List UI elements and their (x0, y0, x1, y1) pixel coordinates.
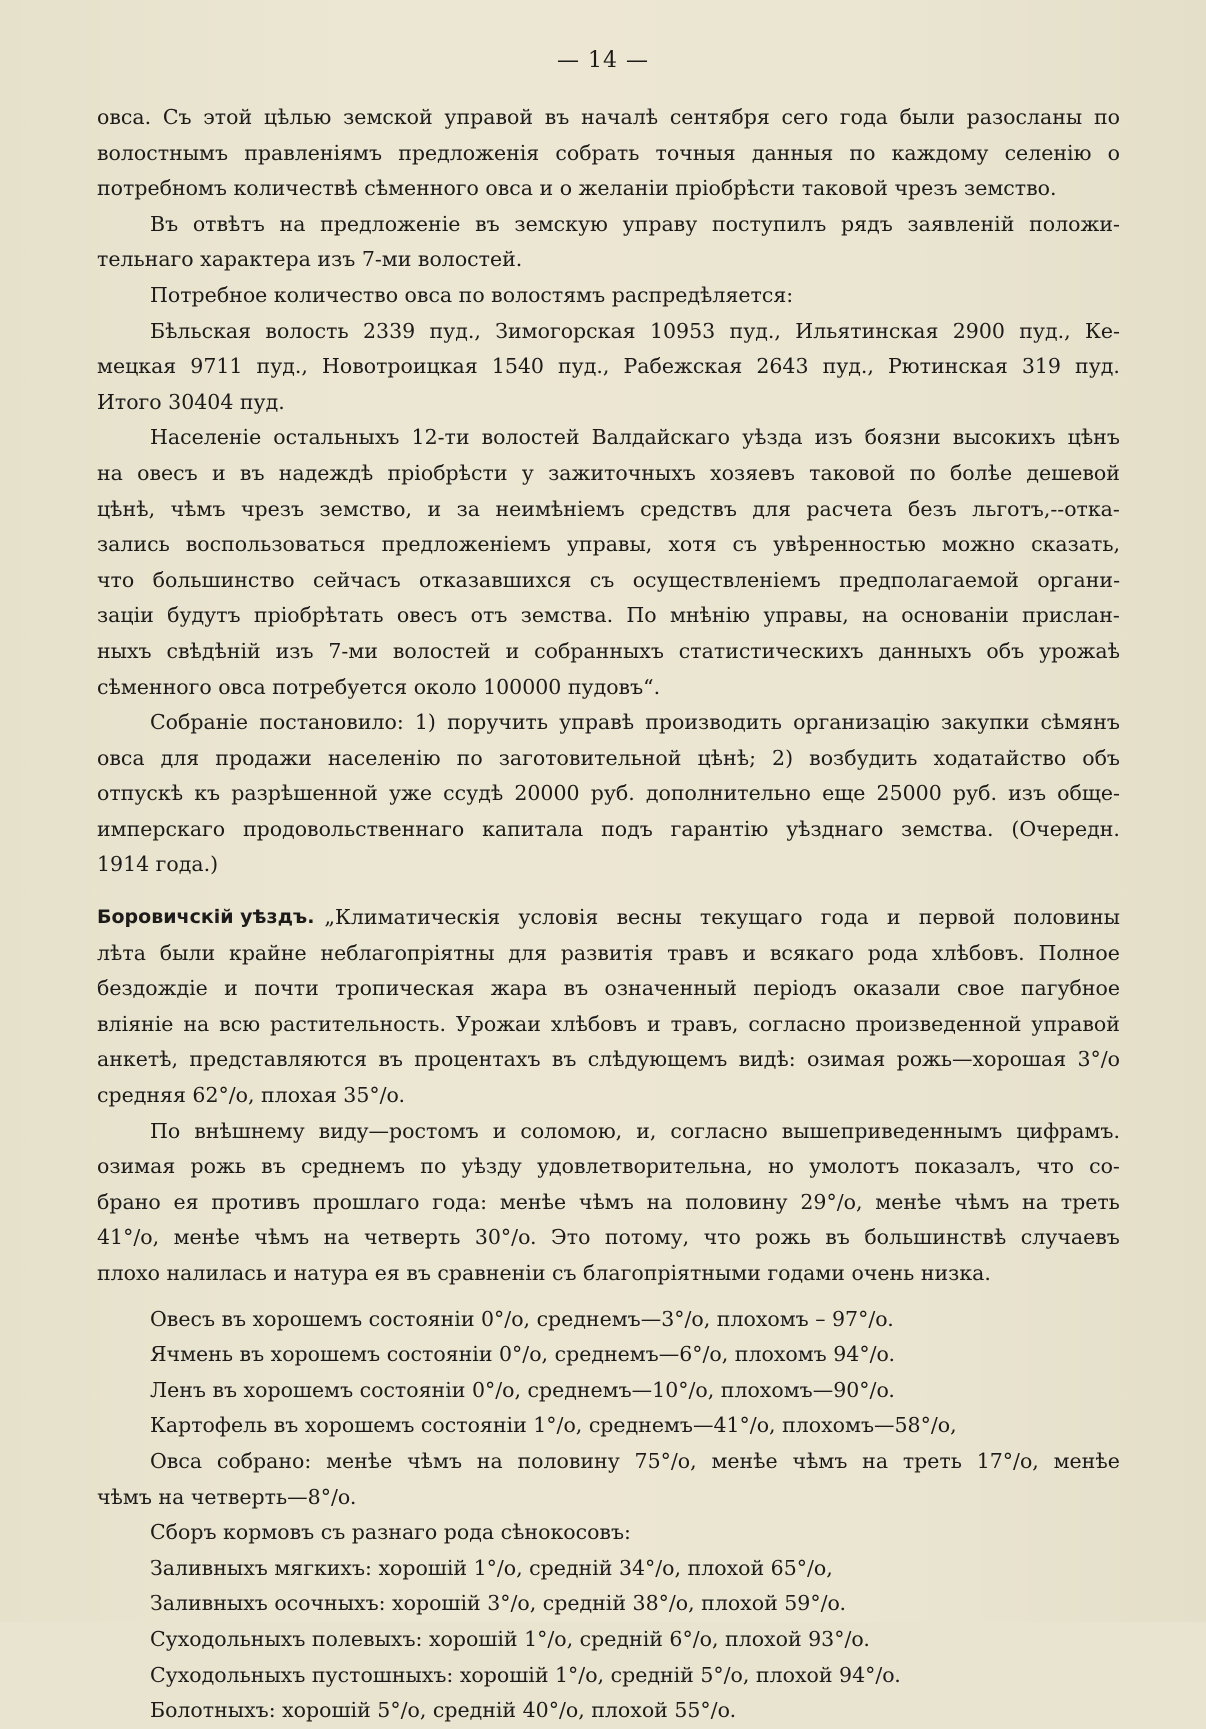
text-line: на овесъ и въ надеждѣ пріобрѣсти у зажиточныхъ хозяевъ таковой по болѣе дешевой (97, 460, 1120, 485)
text-line: По внѣшнему виду—ростомъ и соломою, и, согласно вышеприведеннымъ цифрамъ. (150, 1118, 1120, 1143)
section-first-line (97, 900, 1120, 936)
forage-title: Сборъ кормовъ съ разнаго рода сѣнокосовъ: (150, 1520, 631, 1545)
text-line: ныхъ свѣдѣній изъ 7-ми волостей и собранныхъ статистическихъ данныхъ объ урожаѣ (97, 638, 1120, 663)
text-line: 41°/o, менѣе чѣмъ на четверть 30°/o. Это потому, что рожь въ большинствѣ случаевъ (97, 1225, 1120, 1250)
text-line: овса для продажи населенію по заготовительной цѣнѣ; 2) возбудить ходатайство объ (97, 745, 1120, 770)
text-line: потребномъ количествѣ сѣменного овса и о желаніи пріобрѣсти таковой чрезъ земство. (97, 176, 1057, 201)
text-line: Собраніе постановило: 1) поручить управѣ производить организацію закупки сѣмянъ (150, 710, 1120, 735)
document-body (97, 100, 1120, 1729)
text-line: зались воспользоваться предложеніемъ управы, хотя съ увѣренностью можно сказать, (97, 532, 1120, 557)
text-line: мецкая 9711 пуд., Новотроицкая 1540 пуд., Рабежская 2643 пуд., Рютинская 319 пуд. (97, 354, 1120, 379)
text-line: брано ея противъ прошлаго года: менѣе чѣмъ на половину 29°/o, менѣе чѣмъ на треть (97, 1189, 1120, 1214)
text-line: Въ отвѣтъ на предложеніе въ земскую управу поступилъ рядъ заявленій положи- (150, 211, 1120, 236)
text-line: отпускѣ къ разрѣшенной уже ссудѣ 20000 руб. дополнительно еще 25000 руб. изъ обще- (97, 781, 1120, 806)
section-first-line-text: „Климатическія условія весны текущаго года и первой половины (324, 905, 1120, 930)
crop-condition-line: Ленъ въ хорошемъ состояніи 0°/o, среднемъ—10°/o, плохомъ—90°/o. (150, 1377, 895, 1402)
text-line: сѣменного овса потребуется около 100000 пудовъ“. (97, 674, 661, 699)
text-line: заціи будутъ пріобрѣтать овесъ отъ земства. По мнѣнію управы, на основаніи прислан- (97, 603, 1120, 628)
text-line: тельнаго характера изъ 7-ми волостей. (97, 247, 523, 272)
forage-line: Суходольныхъ пустошныхъ: хорошій 1°/o, средній 5°/o, плохой 94°/o. (150, 1662, 901, 1687)
text-line: бездождіе и почти тропическая жара въ означенный періодъ оказали свое пагубное (97, 976, 1120, 1001)
text-line: волостнымъ правленіямъ предложенія собрать точныя данныя по каждому селенію о (97, 140, 1120, 165)
text-line: Овса собрано: менѣе чѣмъ на половину 75°/o, менѣе чѣмъ на треть 17°/o, менѣе (150, 1448, 1120, 1473)
page-number: — 14 — (557, 48, 649, 73)
section-gap (97, 883, 1120, 900)
text-line: что большинство сейчасъ отказавшихся съ осуществленіемъ предполагаемой органи- (97, 567, 1120, 592)
section-heading: Боровичскій уѣздъ. (97, 906, 315, 929)
forage-line: Заливныхъ осочныхъ: хорошій 3°/o, средній 38°/o, плохой 59°/o. (150, 1591, 847, 1616)
forage-line: Заливныхъ мягкихъ: хорошій 1°/o, средній 34°/o, плохой 65°/o, (150, 1555, 833, 1580)
text-line: имперскаго продовольственнаго капитала подъ гарантію уѣзднаго земства. (Очередн. (97, 816, 1120, 841)
text-line: цѣнѣ, чѣмъ чрезъ земство, и за неимѣніемъ средствъ для расчета безъ льготъ,--отка- (97, 496, 1120, 521)
text-line: Бѣльская волость 2339 пуд., Зимогорская 10953 пуд., Ильятинская 2900 пуд., Ке- (150, 318, 1120, 343)
text-line: озимая рожь въ среднемъ по уѣзду удовлетворительна, но умолотъ показалъ, что со- (97, 1154, 1120, 1179)
text-line: Населеніе остальныхъ 12-ти волостей Валдайскаго уѣзда изъ боязни высокихъ цѣнъ (150, 425, 1120, 450)
text-line: средняя 62°/o, плохая 35°/o. (97, 1083, 406, 1108)
text-line: Итого 30404 пуд. (97, 389, 285, 414)
text-line: вліяніе на всю растительность. Урожаи хлѣбовъ и травъ, согласно произведенной управой (97, 1011, 1120, 1036)
text-line: 1914 года.) (97, 852, 219, 877)
list-gap (97, 1292, 1120, 1302)
crop-condition-line: Картофель въ хорошемъ состояніи 1°/o, среднемъ—41°/o, плохомъ—58°/o, (150, 1413, 957, 1438)
text-line: плохо налилась и натура ея въ сравненіи съ благопріятными годами очень низка. (97, 1261, 991, 1285)
forage-line: Суходольныхъ полевыхъ: хорошій 1°/o, средній 6°/o, плохой 93°/o. (150, 1626, 870, 1651)
forage-line: Болотныхъ: хорошій 5°/o, средній 40°/o, плохой 55°/o. (150, 1698, 737, 1723)
text-line: Потребное количество овса по волостямъ распредѣляется: (150, 282, 794, 307)
text-line: овса. Съ этой цѣлью земской управой въ началѣ сентября сего года были разосланы по (97, 105, 1120, 129)
crop-condition-line: Овесъ въ хорошемъ состояніи 0°/o, среднемъ—3°/o, плохомъ – 97°/o. (150, 1306, 894, 1331)
crop-condition-line: Ячмень въ хорошемъ состояніи 0°/o, среднемъ—6°/o, плохомъ 94°/o. (150, 1342, 895, 1367)
text-line: анкетѣ, представляются въ процентахъ въ слѣдующемъ видѣ: озимая рожь—хорошая 3°/o (97, 1047, 1120, 1072)
text-line: чѣмъ на четверть—8°/o. (97, 1484, 357, 1509)
text-line: лѣта были крайне неблагопріятны для развитія травъ и всякаго рода хлѣбовъ. Полное (97, 940, 1120, 965)
